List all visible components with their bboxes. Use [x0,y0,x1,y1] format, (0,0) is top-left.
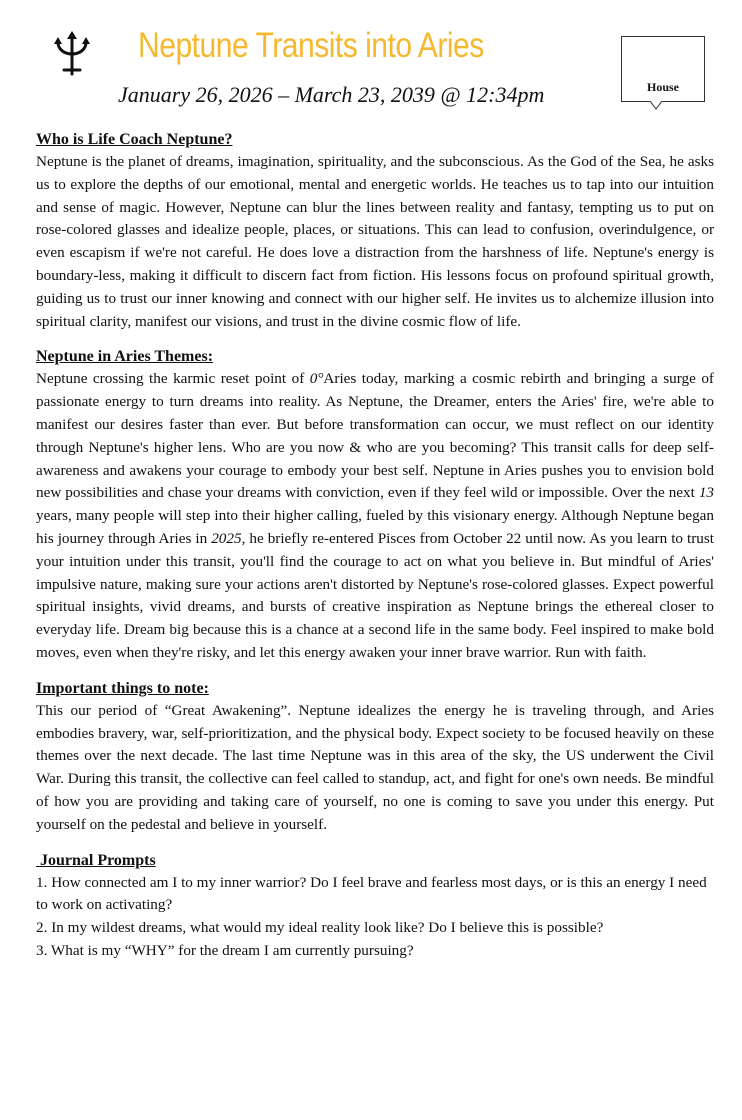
house-callout-box [621,36,705,102]
section-body: Neptune is the planet of dreams, imagination, spirituality, and the subconscious. As the God of the Sea, he asks us to explore the depths of our emotional, mental and energetic worlds. He teaches us to tap into our intuition and sense of magic. However, Neptune can blur the lines between reality and fantasy, tempting us to put on rose-colored glasses and idealize people, places, or situations. This can lead to confusion, overindulgence, or even escapism if we're not careful. He does love a distraction from the harshness of life. Neptune's energy is boundary-less, making it difficult to discern fact from fiction. His lessons focus on profound spiritual growth, guiding us to trust our inner knowing and connect with our higher self. He invites us to alchemize illusion into spiritual clarity, manifest our visions, and trust in the divine cosmic flow of life. [36,153,714,330]
years-value: 13 [698,484,714,502]
body-text: Neptune crossing the karmic reset point of [36,370,310,388]
year-value: 2025 [211,529,242,547]
section-journal-prompts [36,849,714,963]
section-who-is-neptune [36,128,714,333]
journal-prompt: 2. In my wildest dreams, what would my ideal reality look like? Do I believe this is possible? [36,919,604,937]
journal-prompt: 1. How connected am I to my inner warrior? Do I feel brave and fearless most days, or is this an energy I need to work on activating? [36,873,707,914]
body-text: Aries today, marking a cosmic rebirth and bringing a surge of passionate energy to turn dreams into reality. As Neptune, the Dreamer, enters the Aries' fire, we're able to manifest our desires faster than ever. But before transformation can occur, we must reflect on our identity through Neptune's higher lens. Who are you now & who are you becoming? This transit calls for deep self-awareness and awakens your courage to embody your best self. Neptune in Aries pushes you to envision bold new possibilities and chase your dreams with conviction, even if they feel wild or impossible. Over the next [36,370,714,502]
journal-prompt: 3. What is my “WHY” for the dream I am currently pursuing? [36,941,414,959]
callout-pointer-icon [650,101,662,113]
section-themes [36,345,714,664]
house-label: House [646,80,679,94]
body-text: years, many people will step into their higher calling, fueled by this visionary energy. Although Neptune began his journey through Aries in [36,507,714,547]
document-body [36,128,714,975]
section-body [36,368,714,664]
section-body: This our period of “Great Awakening”. Neptune idealizes the energy he is traveling through, and Aries embodies bravery, war, self-prioritization, and the physical body. Expect society to be focused heavily on these themes over the next decade. The last time Neptune was in this area of the sky, the US underwent the Civil War. During this transit, the collective can feel called to standup, act, and fight for one's own needs. Be mindful of how you are providing and taking care of yourself, no one is coming to save you under this energy. Put yourself on the pedestal and believe in yourself. [36,701,714,833]
section-important-notes [36,677,714,837]
section-heading: Important things to note: [36,679,209,697]
neptune-trident-icon [52,30,92,80]
section-heading: Who is Life Coach Neptune? [36,131,233,148]
page-title: Neptune Transits into Aries [138,26,484,65]
section-heading: Journal Prompts [36,851,156,869]
body-text: , he briefly re-entered Pisces from October 22 until now. As you learn to trust your intuition under this transit, you'll find the courage to act on what you believe in. But mindful of Aries' impulsive nature, making sure your actions aren't distorted by Neptune's rose-colored glasses. Expect powerful spiritual insights, vivid dreams, and bursts of creative inspiration as Neptune brings the ethereal closer to everyday life. Dream big because this is a chance at a second life in the same body. Feel inspired to make bold moves, even when they're risky, and let this energy awaken your inner brave warrior. Run with faith. [36,529,715,661]
section-heading: Neptune in Aries Themes: [36,348,214,366]
transit-date-range: January 26, 2026 – March 23, 2039 @ 12:34pm [118,82,545,107]
degree-value: 0° [309,370,324,388]
